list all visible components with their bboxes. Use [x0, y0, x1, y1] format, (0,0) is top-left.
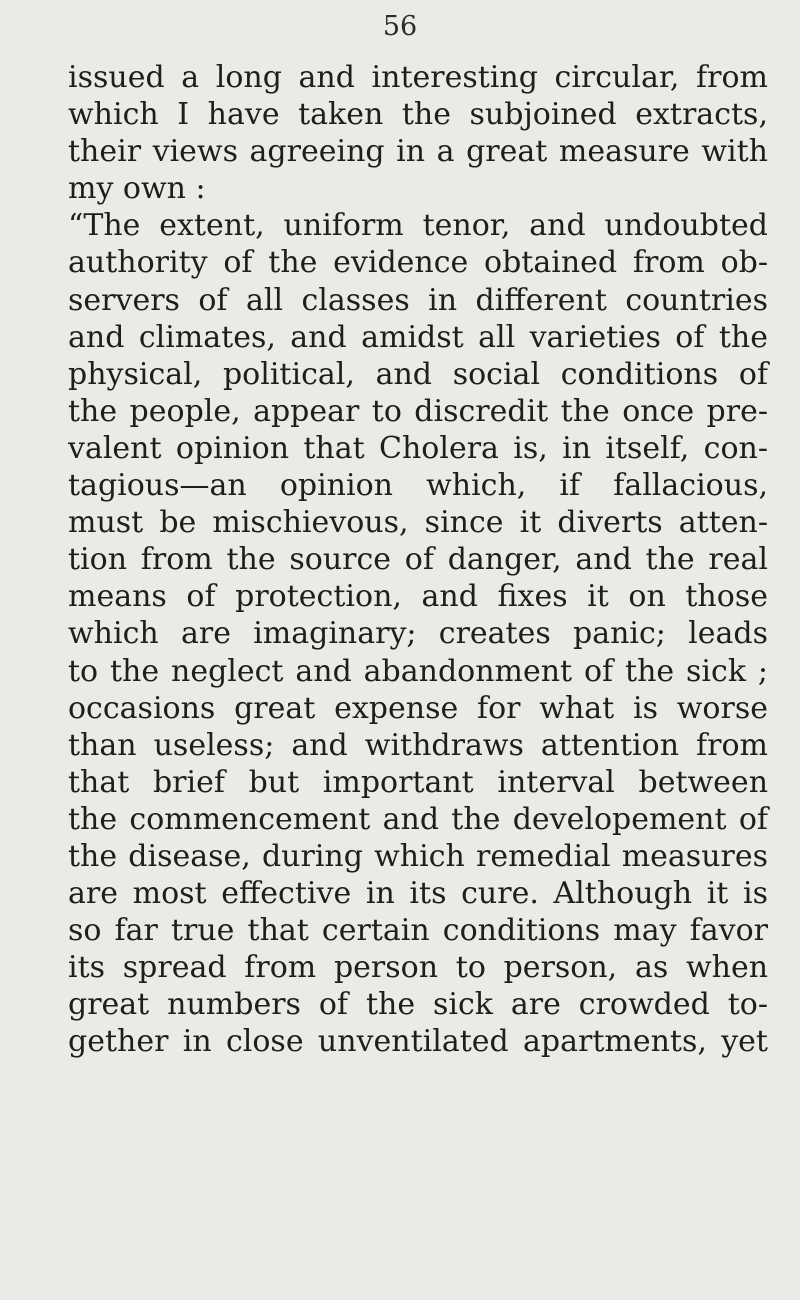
text-line: great numbers of the sick are crowded to-	[68, 987, 768, 1023]
text-line: which are imaginary; creates panic; leads	[68, 616, 768, 652]
text-line: valent opinion that Cholera is, in itself, con-	[68, 430, 768, 466]
text-line: the commencement and the developement of	[68, 801, 768, 837]
text-line: are most effective in its cure. Although it is	[68, 876, 768, 912]
text-line: which I have taken the subjoined extracts,	[68, 97, 768, 133]
text-line: their views agreeing in a great measure with	[68, 134, 768, 170]
text-line: servers of all classes in different countries	[68, 282, 768, 318]
text-line: tagious—an opinion which, if fallacious,	[68, 468, 768, 504]
text-line: tion from the source of danger, and the real	[68, 542, 768, 578]
text-line: means of protection, and fixes it on those	[68, 579, 768, 615]
text-line: physical, political, and social conditions of	[68, 356, 769, 392]
text-line: the people, appear to discredit the once pre-	[68, 393, 768, 429]
text-line: “The extent, uniform tenor, and undoubted	[68, 208, 768, 244]
text-line: my own :	[68, 171, 206, 207]
body-text	[68, 59, 768, 1061]
text-line: that brief but important interval between	[68, 764, 769, 800]
text-line: authority of the evidence obtained from ob-	[68, 245, 768, 281]
page-number: 56	[382, 11, 418, 42]
text-line: so far true that certain conditions may favor	[68, 913, 768, 949]
text-line: issued a long and interesting circular, from	[68, 60, 768, 95]
text-line: its spread from person to person, as when	[68, 950, 769, 986]
text-line: the disease, during which remedial measures	[68, 838, 769, 874]
text-line: occasions great expense for what is worse	[68, 690, 768, 726]
text-line: gether in close unventilated apartments, yet	[68, 1024, 768, 1060]
text-line: than useless; and withdraws attention from	[68, 727, 769, 763]
text-line: to the neglect and abandonment of the sick ;	[68, 653, 768, 689]
text-line: and climates, and amidst all varieties of the	[68, 319, 769, 355]
text-line: must be mischievous, since it diverts atten-	[68, 505, 769, 541]
